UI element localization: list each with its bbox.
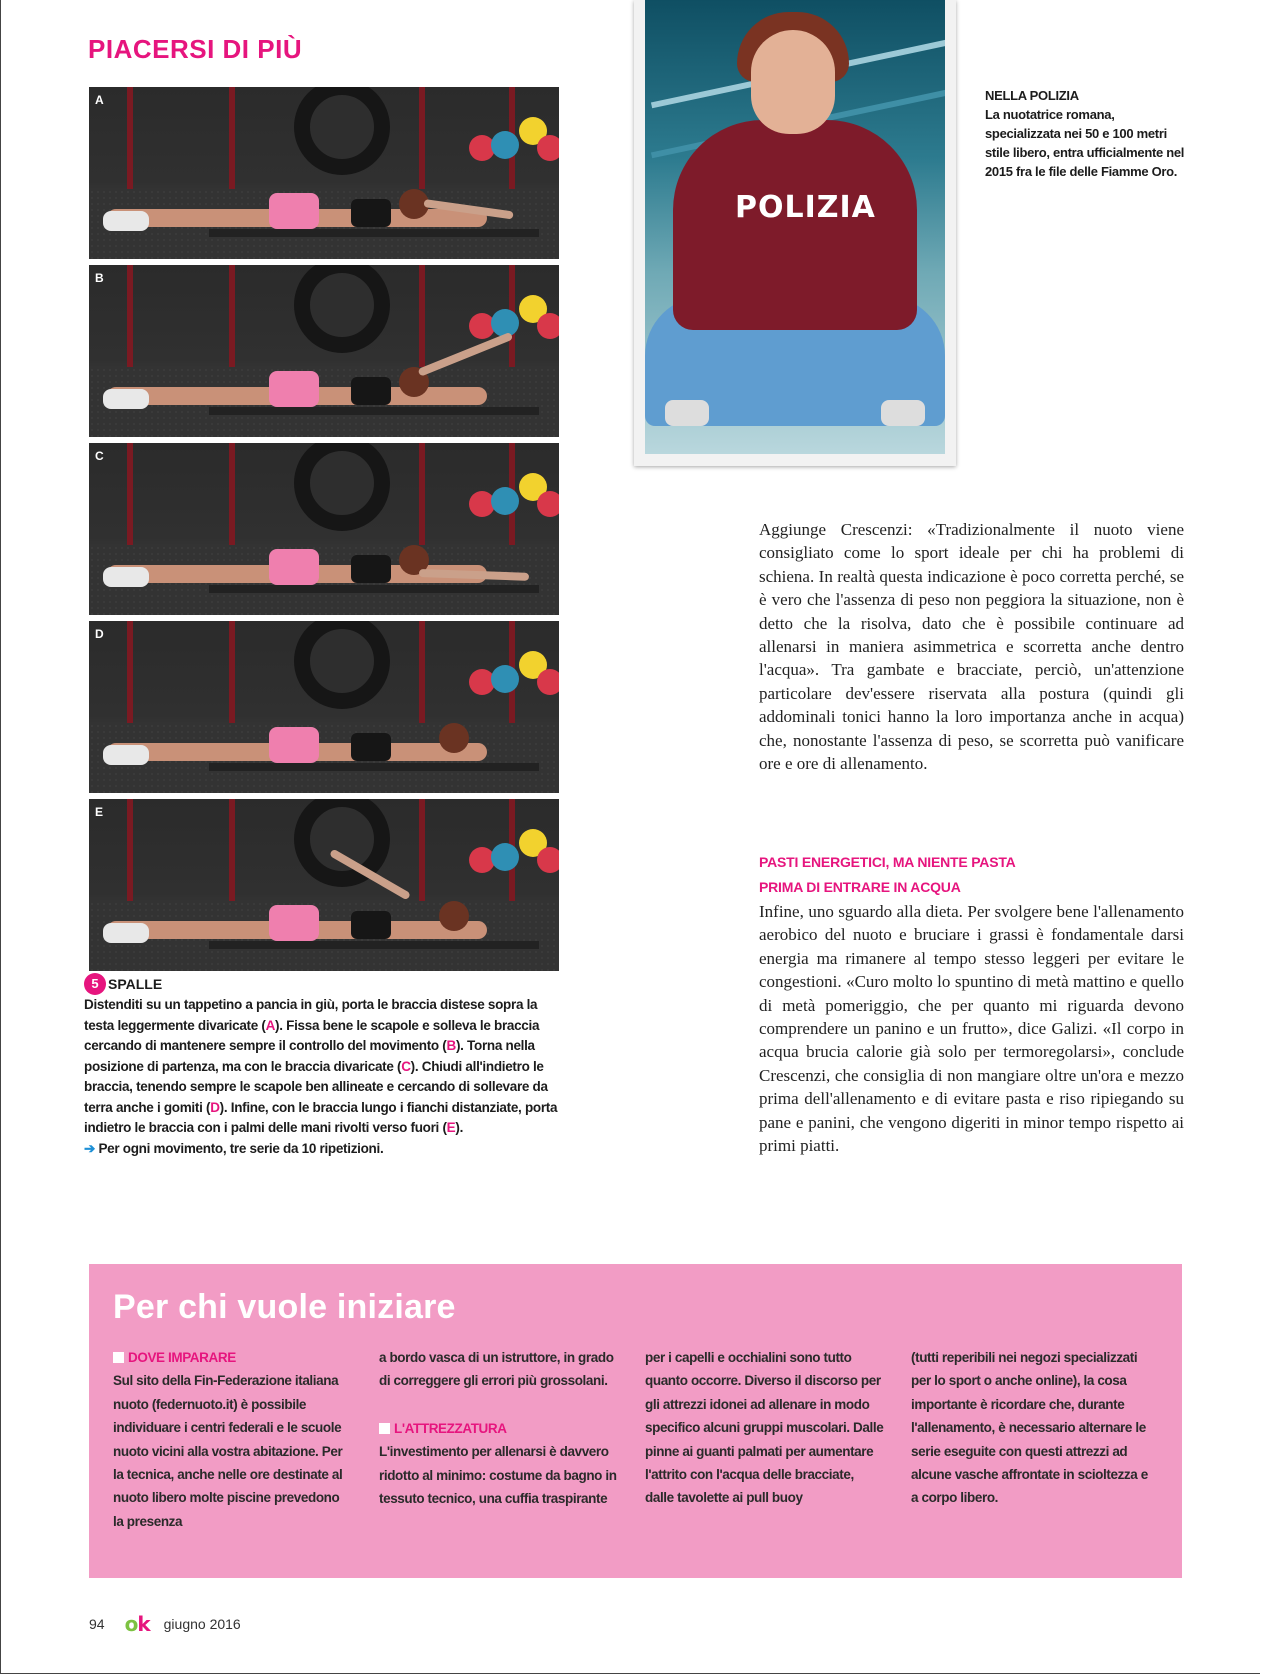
photo-label: A xyxy=(95,93,104,107)
article-paragraph-1: Aggiunge Crescenzi: «Tradizionalmente il nuoto viene consigliato come lo sport ideale per chi ha problemi di schiena. In realtà questa indicazione è poco corretta perché, se è vero che l'assenza di peso non peggiora la situazione, non è detto che la risolva, dato che è possibile continuare ad allenarsi in maniera asimmetrica e scorretta anche dentro l'acqua». Tra gambate e bracciate, perciò, un'attenzione particolare dev'essere riservata alla postura (quindi gli addominali tonici hanno la loro importanza anche in acqua) che, nonostante l'assenza di peso, se scorretta può vanificare ore e ore di allenamento. xyxy=(759,520,1184,774)
exercise-caption xyxy=(84,973,564,1159)
jacket-lettering: POLIZIA xyxy=(735,190,876,225)
portrait-caption-title: NELLA POLIZIA xyxy=(985,88,1079,103)
article-subheading: PASTI ENERGETICI, MA NIENTE PASTA PRIMA DI ENTRARE IN ACQUA xyxy=(759,854,1016,895)
exercise-instructions: Distenditi su un tappetino a pancia in giù, porta le braccia distese sopra la testa leggermente divaricate (A). Fissa bene le scapole e solleva le braccia cercando di mantenere sempre il controllo del movimento (B). Torna nella posizione di partenza, ma con le braccia divaricate (C). Chiudi all'indietro le braccia, tenendo sempre le scapole ben allineate e cercando di sollevare da terra anche i gomiti (D). Infine, con le braccia lungo i fianchi distanziate, porta indietro le braccia con i palmi delle mani rivolti verso fuori (E). xyxy=(84,997,558,1135)
exercise-photo-e xyxy=(89,799,559,971)
exercise-photo-d xyxy=(89,621,559,793)
portrait-caption-text: La nuotatrice romana, specializzata nei 50 e 100 metri stile libero, entra ufficialmente nel 2015 fra le file delle Fiamme Oro. xyxy=(985,107,1185,179)
page-number: 94 xyxy=(89,1616,105,1632)
info-box-column-1: DOVE IMPARARE Sul sito della Fin-Federazione italiana nuoto (federnuoto.it) è possibile individuare i centri federali e le scuole nuoto vicini alla vostra abitazione. Per la tecnica, anche nelle ore destinate al nuoto libero molte piscine prevedono la presenza xyxy=(113,1346,353,1533)
info-box-title: Per chi vuole iniziare xyxy=(113,1288,456,1326)
portrait-frame xyxy=(634,0,956,466)
info-box xyxy=(89,1264,1182,1578)
photo-label: B xyxy=(95,271,104,285)
exercise-photo-c xyxy=(89,443,559,615)
portrait-caption xyxy=(985,86,1185,181)
section-heading: PIACERSI DI PIÙ xyxy=(88,34,303,64)
arrow-right-icon: ➔ xyxy=(84,1140,96,1156)
info-box-heading-where: DOVE IMPARARE xyxy=(113,1346,353,1369)
exercise-repetitions: ➔ Per ogni movimento, tre serie da 10 ripetizioni. xyxy=(84,1140,384,1156)
square-bullet-icon xyxy=(113,1352,124,1363)
photo-label: E xyxy=(95,805,104,819)
info-box-column-3: per i capelli e occhialini sono tutto quanto occorre. Diverso il discorso per gli attrezzi idonei ad allenare in modo specifico alcuni gruppi muscolari. Dalle pinne ai guanti palmati per aumentare l'attrito con l'acqua delle bracciate, dalle tavolette ai pull buoy xyxy=(645,1350,884,1506)
exercise-photo-a xyxy=(89,87,559,259)
exercise-photo-b xyxy=(89,265,559,437)
exercise-title: SPALLE xyxy=(108,975,163,992)
article-paragraph-2: Infine, uno sguardo alla dieta. Per svolgere bene l'allenamento aerobico del nuoto e bruciare i grassi è fondamentale darsi energia ma rimanere al tempo stesso leggeri per evitare le congestioni. «Curo molto lo spuntino di metà mattino e quello di metà pomeriggio, che per quanto mi riguarda devono comprendere un panino e un frutto», dice Galizi. «Il corpo in acqua brucia calorie già solo per termoregolarsi», conclude Crescenzi, che consiglia di non mangiare oltre un'ora e mezzo prima dell'allenamento e di evitare pasta e riso ripiegando su pane e panini, che vengono digeriti in minor tempo rispetto ai primi piatti. xyxy=(759,902,1184,1156)
info-box-heading-equipment: L'ATTREZZATURA xyxy=(379,1417,619,1440)
magazine-logo: ok xyxy=(124,1612,150,1636)
issue-date: giugno 2016 xyxy=(163,1616,241,1632)
photo-label: D xyxy=(95,627,104,641)
square-bullet-icon xyxy=(379,1423,390,1434)
athlete-portrait-photo xyxy=(645,0,945,454)
info-box-column-2: a bordo vasca di un istruttore, in grado di correggere gli errori più grossolani. L'ATTREZZATURA L'investimento per allenarsi è davvero ridotto al minimo: costume da bagno in tessuto tecnico, una cuffia traspirante xyxy=(379,1346,619,1510)
info-box-column-4: (tutti reperibili nei negozi specializzati per lo sport o anche online), la cosa importante è ricordare che, durante l'allenamento, è necessario alternare le serie eseguite con questi attrezzi ad alcune vasche affrontate in scioltezza e a corpo libero. xyxy=(911,1350,1148,1506)
page-footer xyxy=(89,1612,241,1636)
exercise-number-badge: 5 xyxy=(84,973,106,995)
photo-label: C xyxy=(95,449,104,463)
